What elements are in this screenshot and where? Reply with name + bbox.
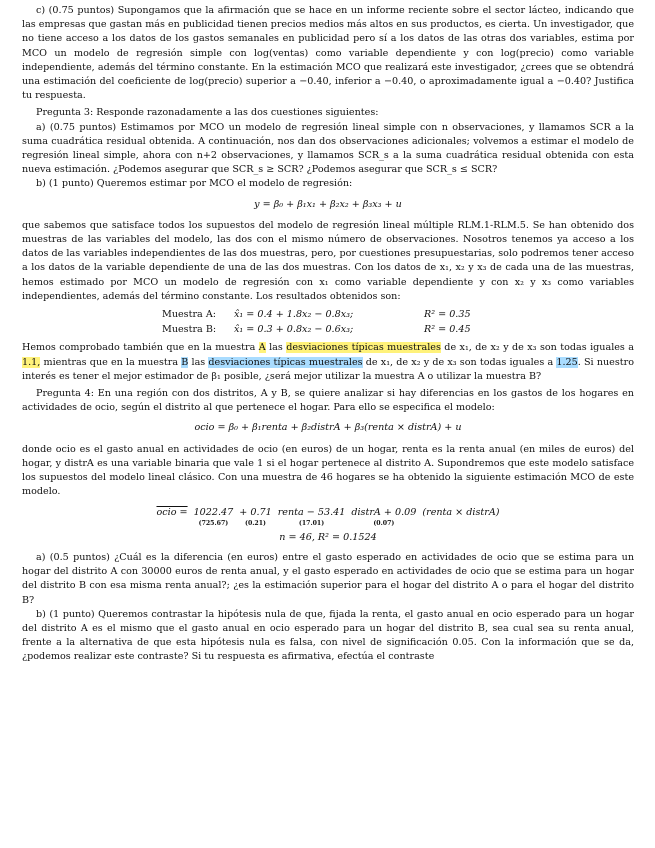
sample-a-r2: R² = 0.35 [424,309,471,321]
regression-model-equation: y = β₀ + β₁x₁ + β₂x₂ + β₃x₃ + u [254,198,402,210]
highlight-value-a: 1.1, [22,356,41,368]
text-span: las [265,342,287,354]
ols-estimation-line [22,506,634,527]
question-4a-text: a) (0.5 puntos) ¿Cuál es la diferencia (en euros) entre el gasto esperado en actividades de ocio que se estima para un hogar del distrito A con 30000 euros de renta anual, y el gasto esperado en actividades de ocio que se estima para un hogar del distrito B con esa misma renta anual?; ¿es la estimación superior para el hogar del distrito A o para el hogar del distrito B? [22,551,634,606]
std-error: (17.01) [298,519,325,527]
question-3-heading: Pregunta 3: Responde razonadamente a las dos cuestiones siguientes: [36,107,379,119]
highlight-sd-a: desviaciones típicas muestrales [286,342,441,354]
sample-a-equation: x̂₁ = 0.4 + 1.8x₂ − 0.8x₃; [234,309,354,321]
sample-results [162,308,634,337]
exam-page [22,4,634,665]
question-2c-text: c) (0.75 puntos) Supongamos que la afirmación que se hace en un informe reciente sobre el sector lácteo, indicando que las empresas que gastan más en publicidad tienen precios medios más altos en sus productos, es cierta. Un investigador, que no tiene acceso a los datos de los gastos semanales en publicidad pero sí a los datos de las otras dos variables, estima por MCO un modelo de regresión simple con log(ventas) como variable dependiente y con log(precio) como variable independiente, además del término constante. En la estimación MCO que realizará este investigador, ¿crees que se obtendrá una estimación del coeficiente de log(precio) superior a −0.40, inferior a −0.40, o aproximadamente igual a −0.40? Justifica tu respuesta. [22,5,634,102]
coef-renta [239,506,271,527]
text-span: Hemos comprobado también que en la muestra [22,342,259,354]
question-3a-text: a) (0.75 puntos) Estimamos por MCO un modelo de regresión lineal simple con n observaciones, y llamamos SCR a la suma cuadrática residual obtenida. A continuación, nos dan dos observaciones adicionales; volvemos a estimar el modelo de regresión lineal simple, ahora con n+2 observaciones, y llamamos SCR_s a la suma cuadrática residual obtenida con esta nueva estimación. ¿Podemos asegurar que SCR_s ≥ SCR? ¿Podemos asegurar que SCR_s ≤ SCR? [22,121,634,176]
question-3b-continuation: que sabemos que satisface todos los supuestos del modelo de regresión lineal múltiple RLM.1-RLM.5. Se han obtenido dos muestras de las variables del modelo, las dos con el mismo número de observaciones. Nosotros tenemos ya acceso a los datos de las variables independientes de las dos muestras, pero, por cuestiones presupuestarias, solo podremos tener acceso a los datos de la variable dependiente de una de las dos muestras. Con los datos de x₁, x₂ y x₃ de cada una de las muestras, hemos estimado por MCO un modelo de regresión con x₁ como variable dependiente y con x₂ y x₃ como variables independientes, además del término constante. Los resultados obtenidos son: [22,219,634,302]
std-error: (0.07) [373,519,395,527]
text-span: las [188,356,209,368]
coef-value: distrA + 0.09 [351,506,417,518]
sample-b-result [162,323,634,337]
sample-b-label: Muestra B: [162,324,217,336]
highlight-sd-b: desviaciones típicas muestrales [208,356,363,368]
question-3b-sd-paragraph [22,341,634,384]
sample-a-label: Muestra A: [162,309,216,321]
text-span: de x₁, de x₂ y de x₃ son todas iguales a [362,356,557,368]
std-error: (0.21) [245,519,266,527]
question-4-text: Pregunta 4: En una región con dos distritos, A y B, se quiere analizar si hay diferencias en los gastos de los hogares en actividades de ocio, según el distrito al que pertenece el hogar. Para ello se especifica el modelo: [22,388,634,414]
coef-value: + 0.71 [239,506,272,518]
ols-estimation [22,506,634,527]
std-error: (725.67) [198,519,229,527]
sample-b-r2: R² = 0.45 [424,324,471,336]
text-span: . Si nuestro interés es tener el mejor estimador de β₁ posible, ¿será mejor utilizar la muestra A o utilizar la muestra B? [22,356,634,382]
interaction-term: (renta × distrA) [422,506,500,518]
question-4b-text: b) (1 punto) Queremos contrastar la hipótesis nula de que, fijada la renta, el gasto anual en ocio esperado para un hogar del distrito A es el mismo que el gasto anual en ocio esperado para un hogar del distrito B, sea cual sea su renta anual, frente a la alternativa de que esta hipótesis nula es falsa, con nivel de significación 0.05. Con la información que se da, ¿podemos realizar este contraste? Si tu respuesta es afirmativa, efectúa el contraste [22,608,634,663]
coef-interaction [351,506,416,527]
sample-b-equation: x̂₁ = 0.3 + 0.8x₂ − 0.6x₃; [234,324,354,336]
highlight-value-b: 1.25 [556,356,578,368]
coef-intercept [194,506,234,527]
ocio-hat: ocio = [156,506,188,518]
text-span: mientras que en la muestra [40,356,182,368]
highlight-sample-b: B [181,356,189,368]
coef-distra [278,506,346,527]
estimation-summary: n = 46, R² = 0.1524 [279,531,377,543]
question-4-continuation: donde ocio es el gasto anual en actividades de ocio (en euros) de un hogar, renta es la renta anual (en miles de euros) del hogar, y distrA es una variable binaria que vale 1 si el hogar pertenece al distrito A. Supondremos que este modelo satisface los supuestos del modelo lineal clásico. Con una muestra de 46 hogares se ha obtenido la siguiente estimación MCO de este modelo. [22,443,634,498]
text-span: de x₁, de x₂ y de x₃ son todas iguales a [440,342,635,354]
coef-value: 1022.47 [193,506,234,518]
leisure-model-equation: ocio = β₀ + β₁renta + β₂distrA + β₃(renta × distrA) + u [194,422,462,434]
highlight-sample-a: A [258,342,266,354]
question-3b-text: b) (1 punto) Queremos estimar por MCO el modelo de regresión: [36,178,353,190]
sample-a-result [162,308,634,322]
coef-value: renta − 53.41 [277,506,346,518]
